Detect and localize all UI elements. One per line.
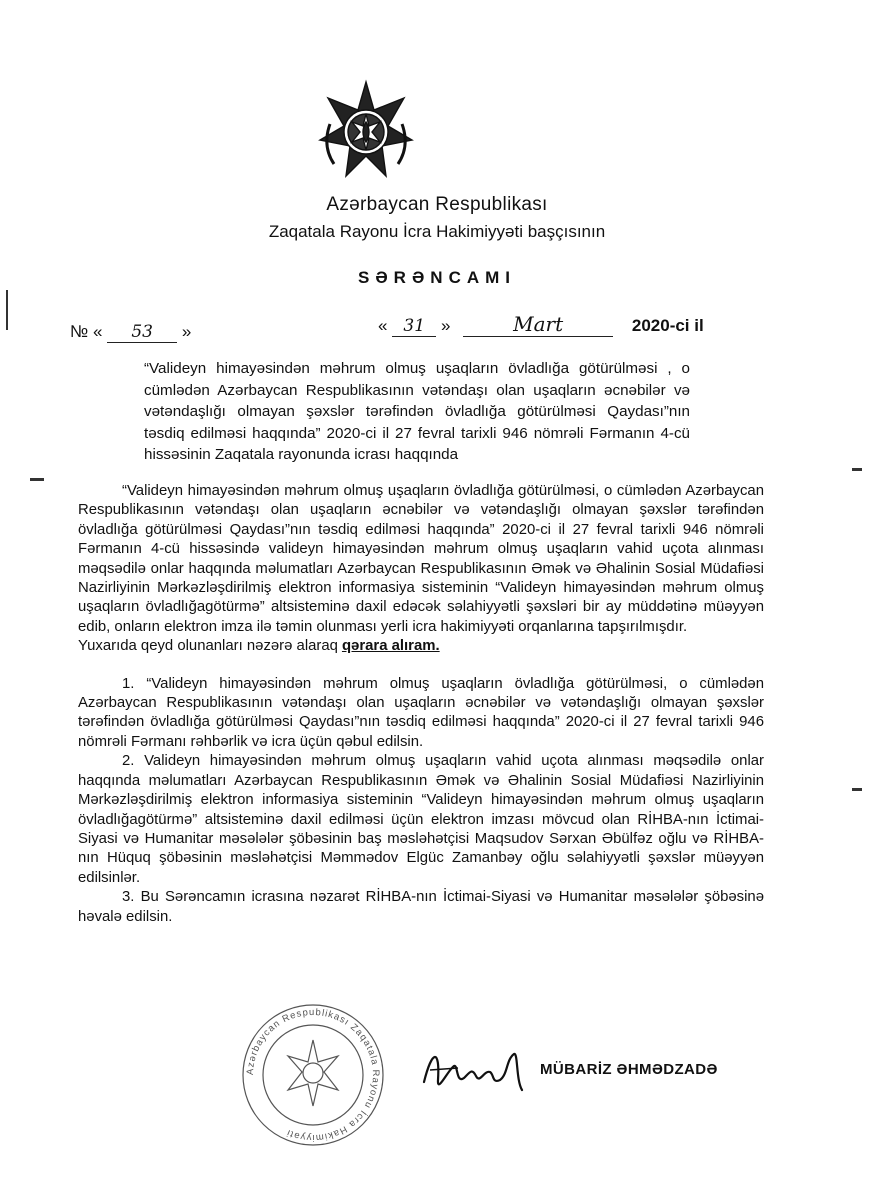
scan-mark — [852, 788, 862, 791]
scan-mark — [852, 468, 862, 471]
resolve-decision: qərara alıram. — [341, 638, 440, 655]
number-prefix: № « — [70, 322, 103, 341]
seal-ring-text: Azərbaycan Respublikası Zaqatala Rayonu İcra Hakimiyyəti — [244, 1006, 382, 1144]
official-seal-icon — [238, 1000, 388, 1150]
republic-name: Azərbaycan Respublikası — [326, 194, 548, 215]
point-3: 3. Bu Sərəncamın icrasına nəzarət RİHBA-nın İctimai-Siyasi və Humanitar məsələlər şöbəsinə həvalə edilsin. — [78, 889, 764, 925]
document-title: SƏRƏNCAMI — [357, 268, 517, 287]
resolve-text: Yuxarıda qeyd olunanları nəzərə alaraq — [78, 638, 338, 655]
preamble-paragraph: “Valideyn himayəsindən məhrum olmuş uşaqların övladlığa götürülməsi, o cümlədən Azərbaycan Respublikasının vətəndaşı olan uşaqların əcnəbilər və vətəndaşlığı olmayan şəxslər tərəfindən övladlığa götürülməsi Qaydası”nın təsdiq edilməsi haqqında” 2020-ci il 27 fevral tarixli 946 nömrəli Fərmanın 4-cü hissəsində valideyn himayəsindən məhrum olmuş uşaqların vahid uçota alınması məqsədilə onlar haqqında məlumatları Azərbaycan Respublikasının Əmək və Əhalinin Sosial Müdafiəsi Nazirliyinin Mərkəzləşdirilmiş elektron informasiya sisteminin “Valideyn himayəsindən məhrum olmuş uşaqların övladlığagötürmə” altsisteminə daxil edəcək səlahiyyətli şəxsləri bir ay müddətinə müəyyən edib, onların elektron imza ilə təmin olunması yerli icra hakimiyyəti orqanlarına tapşırılmışdır. — [78, 483, 764, 635]
date-day: 31 — [392, 316, 436, 337]
document-subject: “Valideyn himayəsindən məhrum olmuş uşaqların övladlığa götürülməsi , o cümlədən Azərbaycan Respublikasının vətəndaşı olan uşaqların əcnəbilər və vətəndaşlığı olmayan şəxslər tərəfindən övladlığa götürülməsi Qaydası”nın təsdiq edilməsi haqqında” 2020-ci il 27 fevral tarixli 946 nömrəli Fərmanın 4-cü hissəsinin Zaqatala rayonunda icrası haqqında — [144, 360, 690, 464]
number-value: 53 — [107, 322, 177, 343]
signer-name: MÜBARİZ ƏHMƏDZADƏ — [540, 1061, 718, 1078]
svg-text:Azərbaycan Respublikası Zaqata — [245, 1007, 381, 1143]
day-suffix: » — [440, 316, 451, 335]
day-prefix: « — [378, 316, 388, 335]
scan-mark — [30, 478, 44, 481]
signature-icon — [418, 1040, 528, 1100]
authority-name: Zaqatala Rayonu İcra Hakimiyyəti başçısının — [268, 222, 606, 241]
scan-mark — [6, 290, 8, 330]
order-date — [378, 312, 704, 337]
resolve-line — [78, 637, 764, 656]
point-2: 2. Valideyn himayəsindən məhrum olmuş uşaqların vahid uçota alınması məqsədilə onlar haqqında məlumatları Azərbaycan Respublikasının Əmək və Əhalinin Sosial Müdafiəsi Nazirliyinin Mərkəzləşdirilmiş elektron informasiya sisteminin “Valideyn himayəsindən məhrum olmuş uşaqların övladlığagötürmə” altsisteminə daxil edilməsi üçün elektron imzası mövcud olan RİHBA-nın İctimai-Siyasi və Humanitar məsələlər şöbəsinin baş məsləhətçisi Maqsudov Sərxan Əbülfəz oğlu və RİHBA-nın Hüquq şöbəsinin məsləhətçisi Məmmədov Elgüc Zamanbəy oğlu səlahiyyətli şəxslər müəyyən edilsinlər. — [78, 753, 764, 886]
number-suffix: » — [181, 322, 192, 341]
state-emblem-icon — [312, 76, 420, 184]
date-month: Mart — [463, 312, 613, 337]
order-number — [70, 322, 191, 343]
point-1: 1. “Valideyn himayəsindən məhrum olmuş uşaqların övladlığa götürülməsi, o cümlədən Azərbaycan Respublikasının vətəndaşı olan uşaqların əcnəbilər və vətəndaşlığı olmayan şəxslər tərəfindən övladlığa götürülməsi Qaydası”nın təsdiq edilməsi haqqında” 2020-ci il 27 fevral tarixli 946 nömrəli Fərmanı rəhbərlik və icra üçün qəbul edilsin. — [78, 675, 764, 750]
document-body — [78, 482, 764, 927]
date-year: 2020-ci il — [631, 316, 704, 335]
